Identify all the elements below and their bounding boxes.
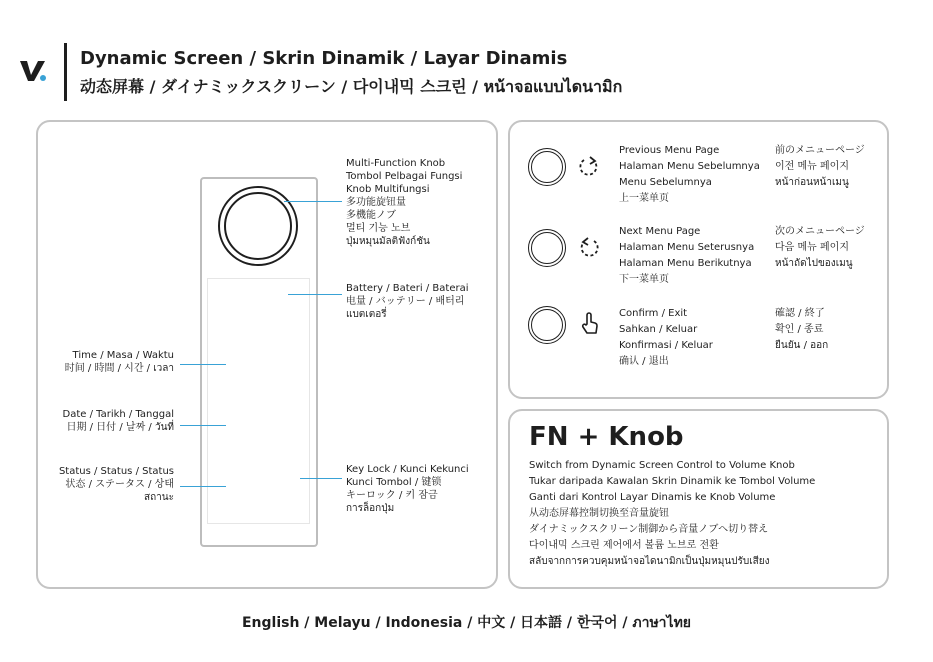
action-next-text: Next Menu Page Halaman Menu Seterusnya Halaman Menu Berikutnya 下一菜单页 — [619, 226, 755, 285]
action-confirm-text-asia: 確認 / 終了 확인 / 종료 ยืนยัน / ออก — [775, 308, 829, 351]
page-title: Dynamic Screen / Skrin Dinamik / Layar Dinamis — [80, 48, 568, 69]
battery-label: Battery / Bateri / Baterai 电量 / バッテリー / 배터리 แบตเตอรี่ — [346, 283, 469, 320]
device-screen — [207, 278, 310, 524]
page-subtitle: 动态屏幕 / ダイナミックスクリーン / 다이내믹 스크린 / หน้าจอแบบไดนามิก — [80, 77, 623, 96]
action-next-text-asia: 次のメニューページ 다음 메뉴 페이지 หน้าถัดไปของเมนู — [775, 226, 865, 269]
device-knob-inner — [224, 192, 292, 260]
header-divider — [64, 43, 67, 101]
time-label: Time / Masa / Waktu 时间 / 時間 / 시간 / เวลา — [64, 350, 174, 374]
action-previous-text: Previous Menu Page Halaman Menu Sebelumnya Menu Sebelumnya 上一菜单页 — [619, 145, 760, 204]
keylock-leader-line — [300, 478, 342, 479]
status-leader-line — [180, 486, 226, 487]
action-confirm-text: Confirm / Exit Sahkan / Keluar Konfirmasi / Keluar 确认 / 退出 — [619, 308, 713, 367]
action-knob-next-inner — [531, 232, 563, 264]
battery-leader-line — [288, 294, 342, 295]
fn-description: Switch from Dynamic Screen Control to Volume Knob Tukar daripada Kawalan Skrin Dinamik ke Tombol Volume Ganti dari Kontrol Layar Dinamis ke Knob Volume 从动态屏幕控制切换至音量旋钮 ダイナミックスクリーン制御から音量ノブへ切り替え 다이내믹 스크린 제어에서 볼륨 노브로 전환 สลับจากการควบคุมหน้าจอไดนามิกเป็นปุ่มหมุนปรับเสียง — [529, 460, 816, 567]
time-leader-line — [180, 364, 226, 365]
action-knob-previous-inner — [531, 151, 563, 183]
press-finger-icon — [579, 311, 601, 337]
date-label: Date / Tarikh / Tanggal 日期 / 日付 / 날짜 / วันที่ — [62, 409, 174, 433]
fn-title: FN + Knob — [529, 422, 684, 452]
brand-logo-icon — [18, 58, 48, 84]
knob-label: Multi-Function Knob Tombol Pelbagai Fungsi Knob Multifungsi 多功能旋钮量 多機能ノブ 멀티 기능 노브 ปุ่มหมุนมัลติฟังก์ชัน — [346, 158, 463, 247]
status-label: Status / Status / Status 状态 / ステータス / 상태 สถานะ — [58, 466, 174, 503]
action-knob-confirm-inner — [531, 309, 563, 341]
rotate-clockwise-icon — [578, 236, 600, 260]
knob-leader-line — [284, 201, 342, 202]
rotate-counterclockwise-icon — [578, 155, 600, 179]
language-list: English / Melayu / Indonesia / 中文 / 日本語 / 한국어 / ภาษาไทย — [241, 615, 692, 631]
keylock-label: Key Lock / Kunci Kekunci Kunci Tombol / 键锁 キーロック / 키 잠금 การล็อกปุ่ม — [346, 464, 469, 514]
date-leader-line — [180, 425, 226, 426]
action-previous-text-asia: 前のメニューページ 이전 메뉴 페이지 หน้าก่อนหน้าเมนู — [775, 145, 865, 188]
